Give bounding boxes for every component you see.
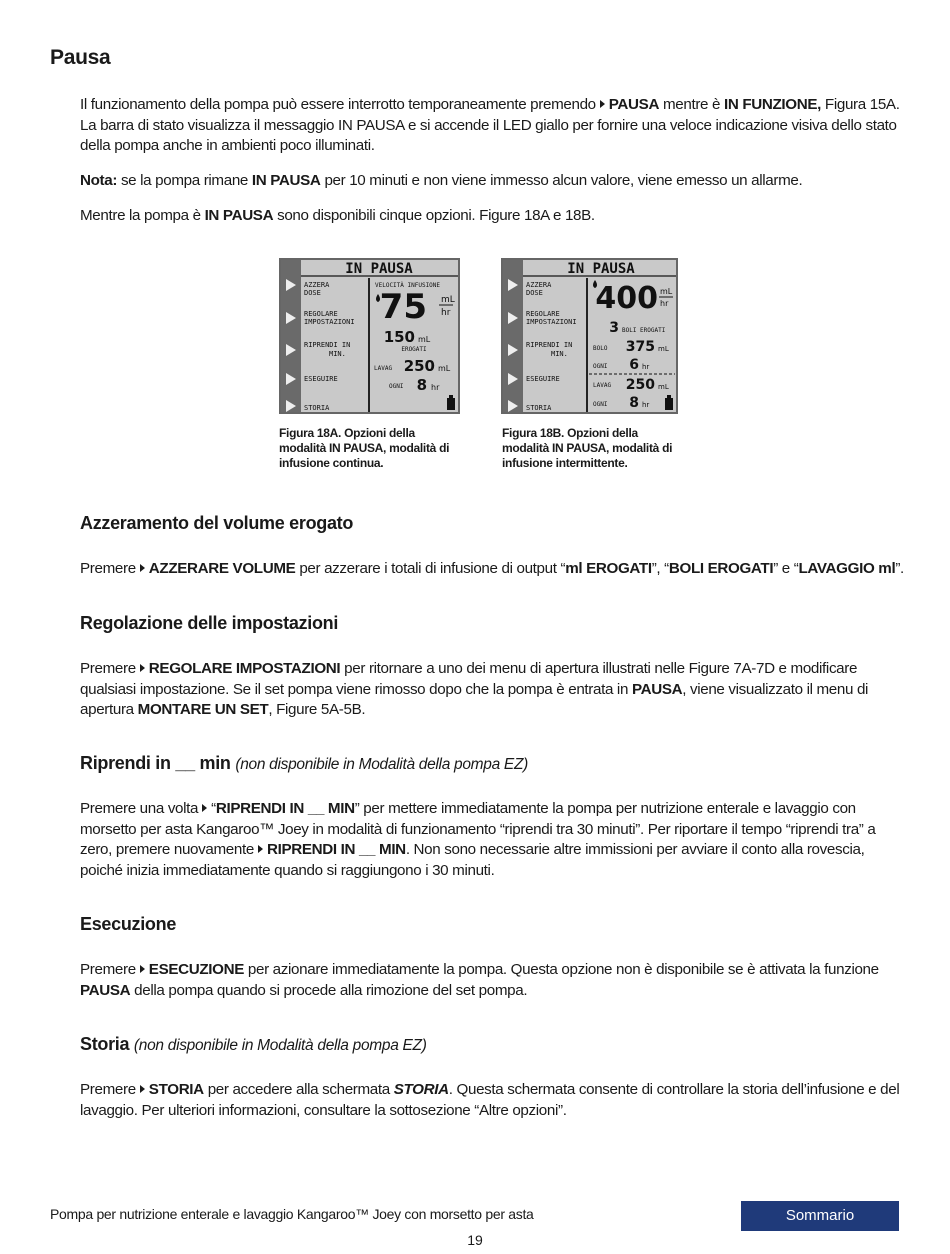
- svg-text:8: 8: [629, 395, 639, 411]
- heading-azzeramento: Azzeramento del volume erogato: [80, 513, 354, 533]
- note-paragraph: Nota: se la pompa rimane IN PAUSA per 10 minuti e non viene immesso alcun valore, viene emesso un allarme.: [80, 172, 803, 189]
- svg-text:250: 250: [625, 377, 655, 393]
- battery-icon: [447, 398, 455, 410]
- svg-text:DOSE: DOSE: [304, 289, 321, 297]
- svg-text:STORIA: STORIA: [526, 404, 552, 412]
- svg-text:8: 8: [416, 376, 427, 394]
- paragraph-azzeramento: Premere AZZERARE VOLUME per azzerare i totali di infusione di output “ml EROGATI”, “BOLI EROGATI” e “LAVAGGIO ml”.: [80, 560, 904, 577]
- heading-storia: Storia (non disponibile in Modalità della pompa EZ): [80, 1034, 427, 1054]
- play-arrow-icon: [140, 1085, 145, 1093]
- svg-text:hr: hr: [642, 401, 650, 409]
- svg-text:IMPOSTAZIONI: IMPOSTAZIONI: [526, 318, 577, 326]
- svg-text:250: 250: [403, 357, 435, 375]
- svg-text:hr: hr: [660, 299, 669, 308]
- paragraph-storia: Premere STORIA per accedere alla schermata STORIA. Questa schermata consente di controllare la storia dell’infusione e del lavaggio. Per ulteriori informazioni, consultare la sottosezione “Altre opzioni”.: [80, 1081, 900, 1119]
- svg-text:AZZERA: AZZERA: [526, 281, 552, 289]
- svg-text:mL: mL: [418, 335, 431, 344]
- svg-text:400: 400: [595, 281, 658, 316]
- svg-text:ESEGUIRE: ESEGUIRE: [526, 375, 560, 383]
- svg-text:mL: mL: [658, 345, 669, 353]
- svg-text:AZZERA: AZZERA: [304, 281, 330, 289]
- svg-text:150: 150: [383, 328, 415, 346]
- play-arrow-icon: [140, 965, 145, 973]
- svg-text:DOSE: DOSE: [526, 289, 543, 297]
- sommario-button[interactable]: Sommario: [741, 1201, 899, 1231]
- svg-text:OGNI: OGNI: [593, 363, 608, 370]
- svg-text:EROGATI: EROGATI: [401, 346, 427, 353]
- svg-text:mL: mL: [441, 295, 455, 305]
- paragraph-riprendi: Premere una volta “RIPRENDI IN __ MIN” per mettere immediatamente la pompa per nutrizione enterale e lavaggio con morsetto per asta Kangaroo™ Joey in modalità di funzionamento “riprendi tra 30 minuti”. Per riportare il tempo “riprendi tra” a zero, premere nuovamente RIPRENDI IN __ MIN. Non sono necessarie altre immissioni per avviare il conto alla rovescia, poiché inizia immediatamente quando si raggiungono i 30 minuti.: [80, 800, 876, 879]
- svg-text:IMPOSTAZIONI: IMPOSTAZIONI: [304, 318, 355, 326]
- footer-text: Pompa per nutrizione enterale e lavaggio Kangaroo™ Joey con morsetto per asta: [50, 1206, 534, 1222]
- svg-text:mL: mL: [438, 364, 451, 373]
- svg-text:hr: hr: [431, 383, 440, 392]
- svg-text:IN PAUSA: IN PAUSA: [567, 261, 635, 277]
- heading-regolazione: Regolazione delle impostazioni: [80, 613, 339, 633]
- svg-text:BOLI EROGATI: BOLI EROGATI: [622, 327, 666, 334]
- heading-esecuzione: Esecuzione: [80, 914, 177, 934]
- figure-18a-caption: Figura 18A. Opzioni della modalità IN PAUSA, modalità di infusione continua.: [279, 426, 450, 470]
- paragraph-esecuzione: Premere ESECUZIONE per azionare immediatamente la pompa. Questa opzione non è disponibile se è attivata la funzione PAUSA della pompa quando si procede alla rimozione del set pompa.: [80, 961, 879, 999]
- heading-riprendi: Riprendi in __ min (non disponibile in Modalità della pompa EZ): [80, 753, 528, 773]
- play-arrow-icon: [600, 100, 605, 108]
- svg-text:OGNI: OGNI: [593, 401, 608, 408]
- svg-text:6: 6: [629, 357, 639, 373]
- svg-text:RIPRENDI IN: RIPRENDI IN: [526, 341, 573, 349]
- options-paragraph: Mentre la pompa è IN PAUSA sono disponibili cinque opzioni. Figure 18A e 18B.: [80, 207, 595, 224]
- svg-text:hr: hr: [441, 308, 451, 318]
- section-title: Pausa: [50, 46, 111, 69]
- svg-text:LAVAG: LAVAG: [374, 365, 393, 372]
- paragraph-regolazione: Premere REGOLARE IMPOSTAZIONI per ritornare a uno dei menu di apertura illustrati nelle Figure 7A-7D e modificare qualsiasi impostazione. Se il set pompa viene rimosso dopo che la pompa è entrata in PAUSA, viene visualizzato il menu di apertura MONTARE UN SET, Figure 5A-5B.: [80, 660, 869, 718]
- play-arrow-icon: [202, 804, 207, 812]
- rate-value: 75: [379, 287, 427, 327]
- svg-text:VELOCITÀ INFUSIONE: VELOCITÀ INFUSIONE: [375, 282, 441, 289]
- svg-text:STORIA: STORIA: [304, 404, 330, 412]
- svg-text:BOLO: BOLO: [593, 345, 608, 352]
- svg-text:hr: hr: [642, 363, 650, 371]
- play-arrow-icon: [258, 845, 263, 853]
- svg-text:3: 3: [609, 320, 619, 336]
- page-number: 19: [467, 1232, 483, 1248]
- svg-text:mL: mL: [660, 287, 673, 296]
- play-arrow-icon: [140, 664, 145, 672]
- svg-text:OGNI: OGNI: [389, 383, 404, 390]
- svg-text:LAVAG: LAVAG: [593, 382, 612, 389]
- play-arrow-icon: [140, 564, 145, 572]
- svg-text:MIN.: MIN.: [329, 350, 346, 358]
- svg-text:mL: mL: [658, 383, 669, 391]
- screen-header: IN PAUSA: [345, 261, 413, 277]
- svg-text:REGOLARE: REGOLARE: [526, 310, 560, 318]
- svg-text:RIPRENDI IN: RIPRENDI IN: [304, 341, 351, 349]
- svg-text:REGOLARE: REGOLARE: [304, 310, 338, 318]
- figure-18b-screen: [501, 258, 678, 414]
- svg-text:ESEGUIRE: ESEGUIRE: [304, 375, 338, 383]
- figure-18b-caption: Figura 18B. Opzioni della modalità IN PAUSA, modalità di infusione intermittente.: [502, 426, 673, 470]
- figure-18a-screen: [279, 258, 460, 414]
- svg-text:MIN.: MIN.: [551, 350, 568, 358]
- intro-paragraph: Il funzionamento della pompa può essere interrotto temporaneamente premendo PAUSA mentre è IN FUNZIONE, Figura 15A. La barra di stato visualizza il messaggio IN PAUSA e si accende il LED giallo per fornire una veloce indicazione visiva dello stato della pompa anche in ambienti poco illuminati.: [80, 96, 900, 154]
- svg-text:375: 375: [625, 339, 655, 355]
